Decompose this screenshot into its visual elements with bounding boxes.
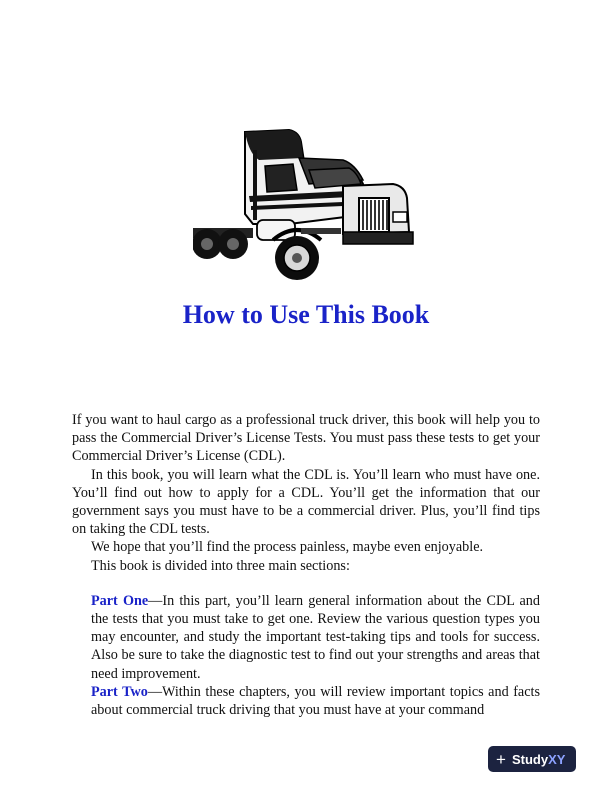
plus-icon: +	[496, 749, 506, 769]
truck-bumper	[343, 232, 413, 244]
page-title: How to Use This Book	[182, 300, 430, 329]
part-one-item	[91, 592, 540, 683]
studyxy-watermark	[488, 746, 576, 772]
brand-xy: XY	[548, 751, 566, 767]
part-one-label: Part One	[91, 592, 149, 609]
truck-exhaust	[253, 150, 257, 220]
part-two-item	[91, 683, 540, 719]
truck-side-window	[265, 164, 297, 192]
body-text	[72, 411, 540, 719]
body-paragraph: This book is divided into three main sections:	[91, 557, 350, 574]
part-two-label: Part Two	[91, 683, 148, 700]
body-paragraph: In this book, you will learn what the CDL is. You’ll learn who must have one. You’ll find out how to apply for a CDL. You’ll get the information that our government says you must have to be a commercial driver. Plus, you’ll find tips on taking the CDL tests.	[72, 466, 540, 538]
truck-headlight	[393, 212, 407, 222]
part-two-text: —Within these chapters, you will review important topics and facts about commercial truck driving that you must have at your command	[91, 683, 540, 719]
body-paragraph: We hope that you’ll find the process painless, maybe even enjoyable.	[91, 539, 484, 556]
truck-step	[301, 228, 341, 234]
brand-study: Study	[511, 751, 549, 767]
semi-truck-illustration	[193, 124, 421, 288]
truck-grille-bars	[363, 200, 387, 230]
part-one-text: —In this part, you’ll learn general information about the CDL and the tests that you must take to get one. Review the various question types you may encounter, and study the important test-taking tips and tools for success. Also be sure to take the diagnostic test to find out your strengths and areas that need improvement.	[91, 592, 540, 682]
intro-paragraph: If you want to haul cargo as a professional truck driver, this book will help you to pass the Commercial Driver’s License Tests. You must pass these tests to get your Commercial Driver’s License (CDL).	[72, 412, 540, 465]
